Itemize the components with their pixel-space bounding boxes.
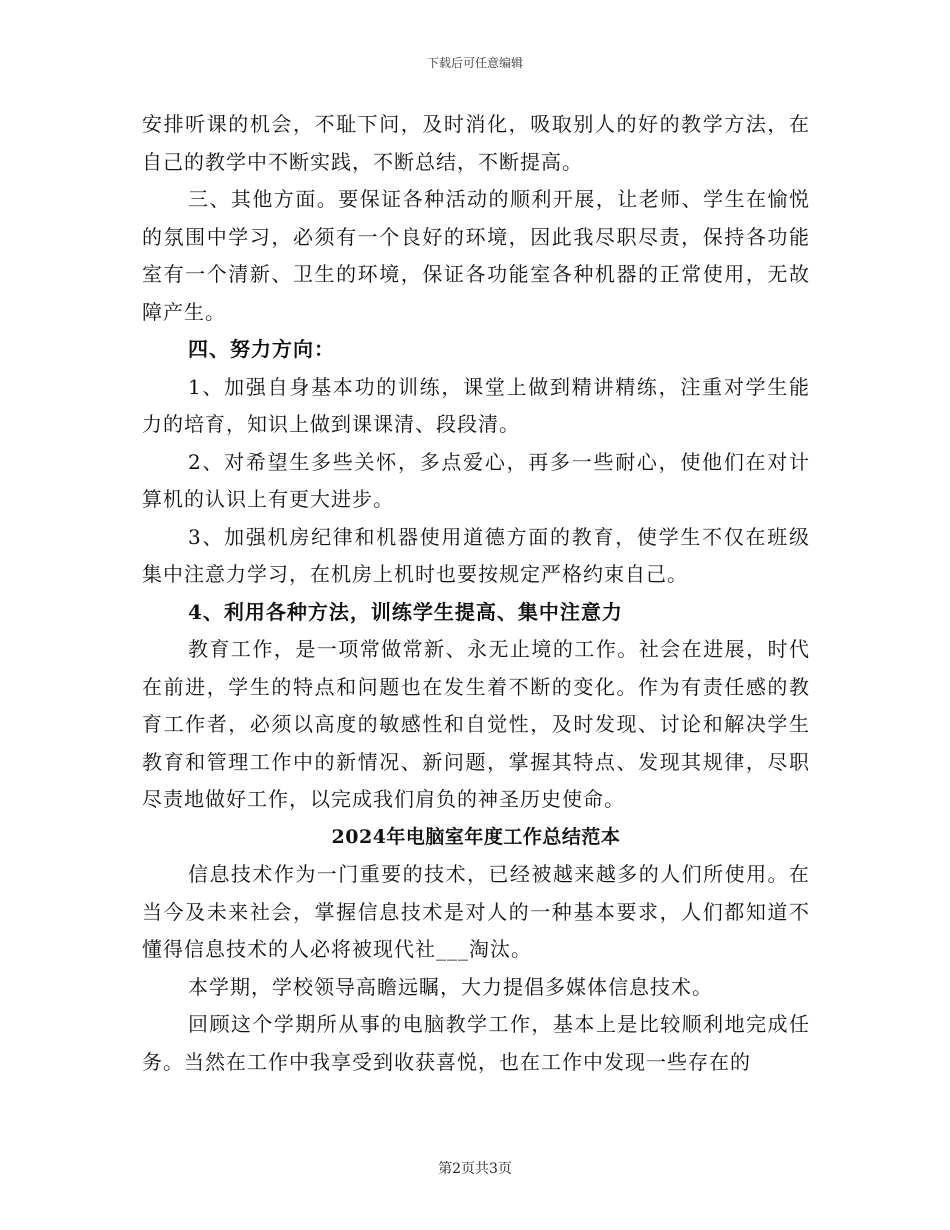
paragraph-semester: 本学期，学校领导高瞻远瞩，大力提倡多媒体信息技术。: [188, 974, 713, 999]
section-heading-direction: 四、努力方向：: [188, 337, 335, 361]
paragraph-review: 回顾这个学期所从事的电脑教学工作，基本上是比较顺利地完成任务。当然在工作中我享受到收获喜悦，也在工作中发现一些存在的: [142, 1012, 810, 1074]
paragraph-info-tech: 信息技术作为一门重要的技术，已经被越来越多的人们所使用。在当今及未来社会，掌握信息技术是对人的一种基本要求，人们都知道不懂得信息技术的人必将被现代社___淘汰。: [142, 862, 810, 961]
paragraph-other-aspects: 三、其他方面。要保证各种活动的顺利开展，让老师、学生在愉悦的氛围中学习，必须有一个良好的环境，因此我尽职尽责，保持各功能室有一个清新、卫生的环境，保证各功能室各种机器的正常使用，无故障产生。: [142, 187, 810, 324]
page-footer: 第2页共3页: [438, 1161, 512, 1177]
paragraph-education-work: 教育工作，是一项常做常新、永无止境的工作。社会在进展，时代在前进，学生的特点和问题也在发生着不断的变化。作为有责任感的教育工作者，必须以高度的敏感性和自觉性，及时发现、讨论和解决学生教育和管理工作中的新情况、新问题，掌握其特点、发现其规律，尽职尽责地做好工作，以完成我们肩负的神圣历史使命。: [142, 637, 810, 811]
list-item-1: 1、加强自身基本功的训练，课堂上做到精讲精练，注重对学生能力的培育，知识上做到课课清、段段清。: [142, 374, 810, 436]
list-item-3: 3、加强机房纪律和机器使用道德方面的教育，使学生不仅在班级集中注意力学习，在机房上机时也要按规定严格约束自己。: [142, 524, 810, 586]
list-item-4-heading: 4、利用各种方法，训练学生提高、集中注意力: [188, 599, 623, 624]
paragraph-listening: 安排听课的机会，不耻下问，及时消化，吸取别人的好的教学方法，在自己的教学中不断实践，不断总结，不断提高。: [142, 112, 810, 174]
document-title: 2024年电脑室年度工作总结范本: [331, 825, 621, 848]
document-body: [142, 106, 810, 1081]
list-item-2: 2、对希望生多些关怀，多点爱心，再多一些耐心，使他们在对计算机的认识上有更大进步。: [142, 449, 810, 511]
page-header: 下载后可任意编辑: [426, 56, 523, 70]
